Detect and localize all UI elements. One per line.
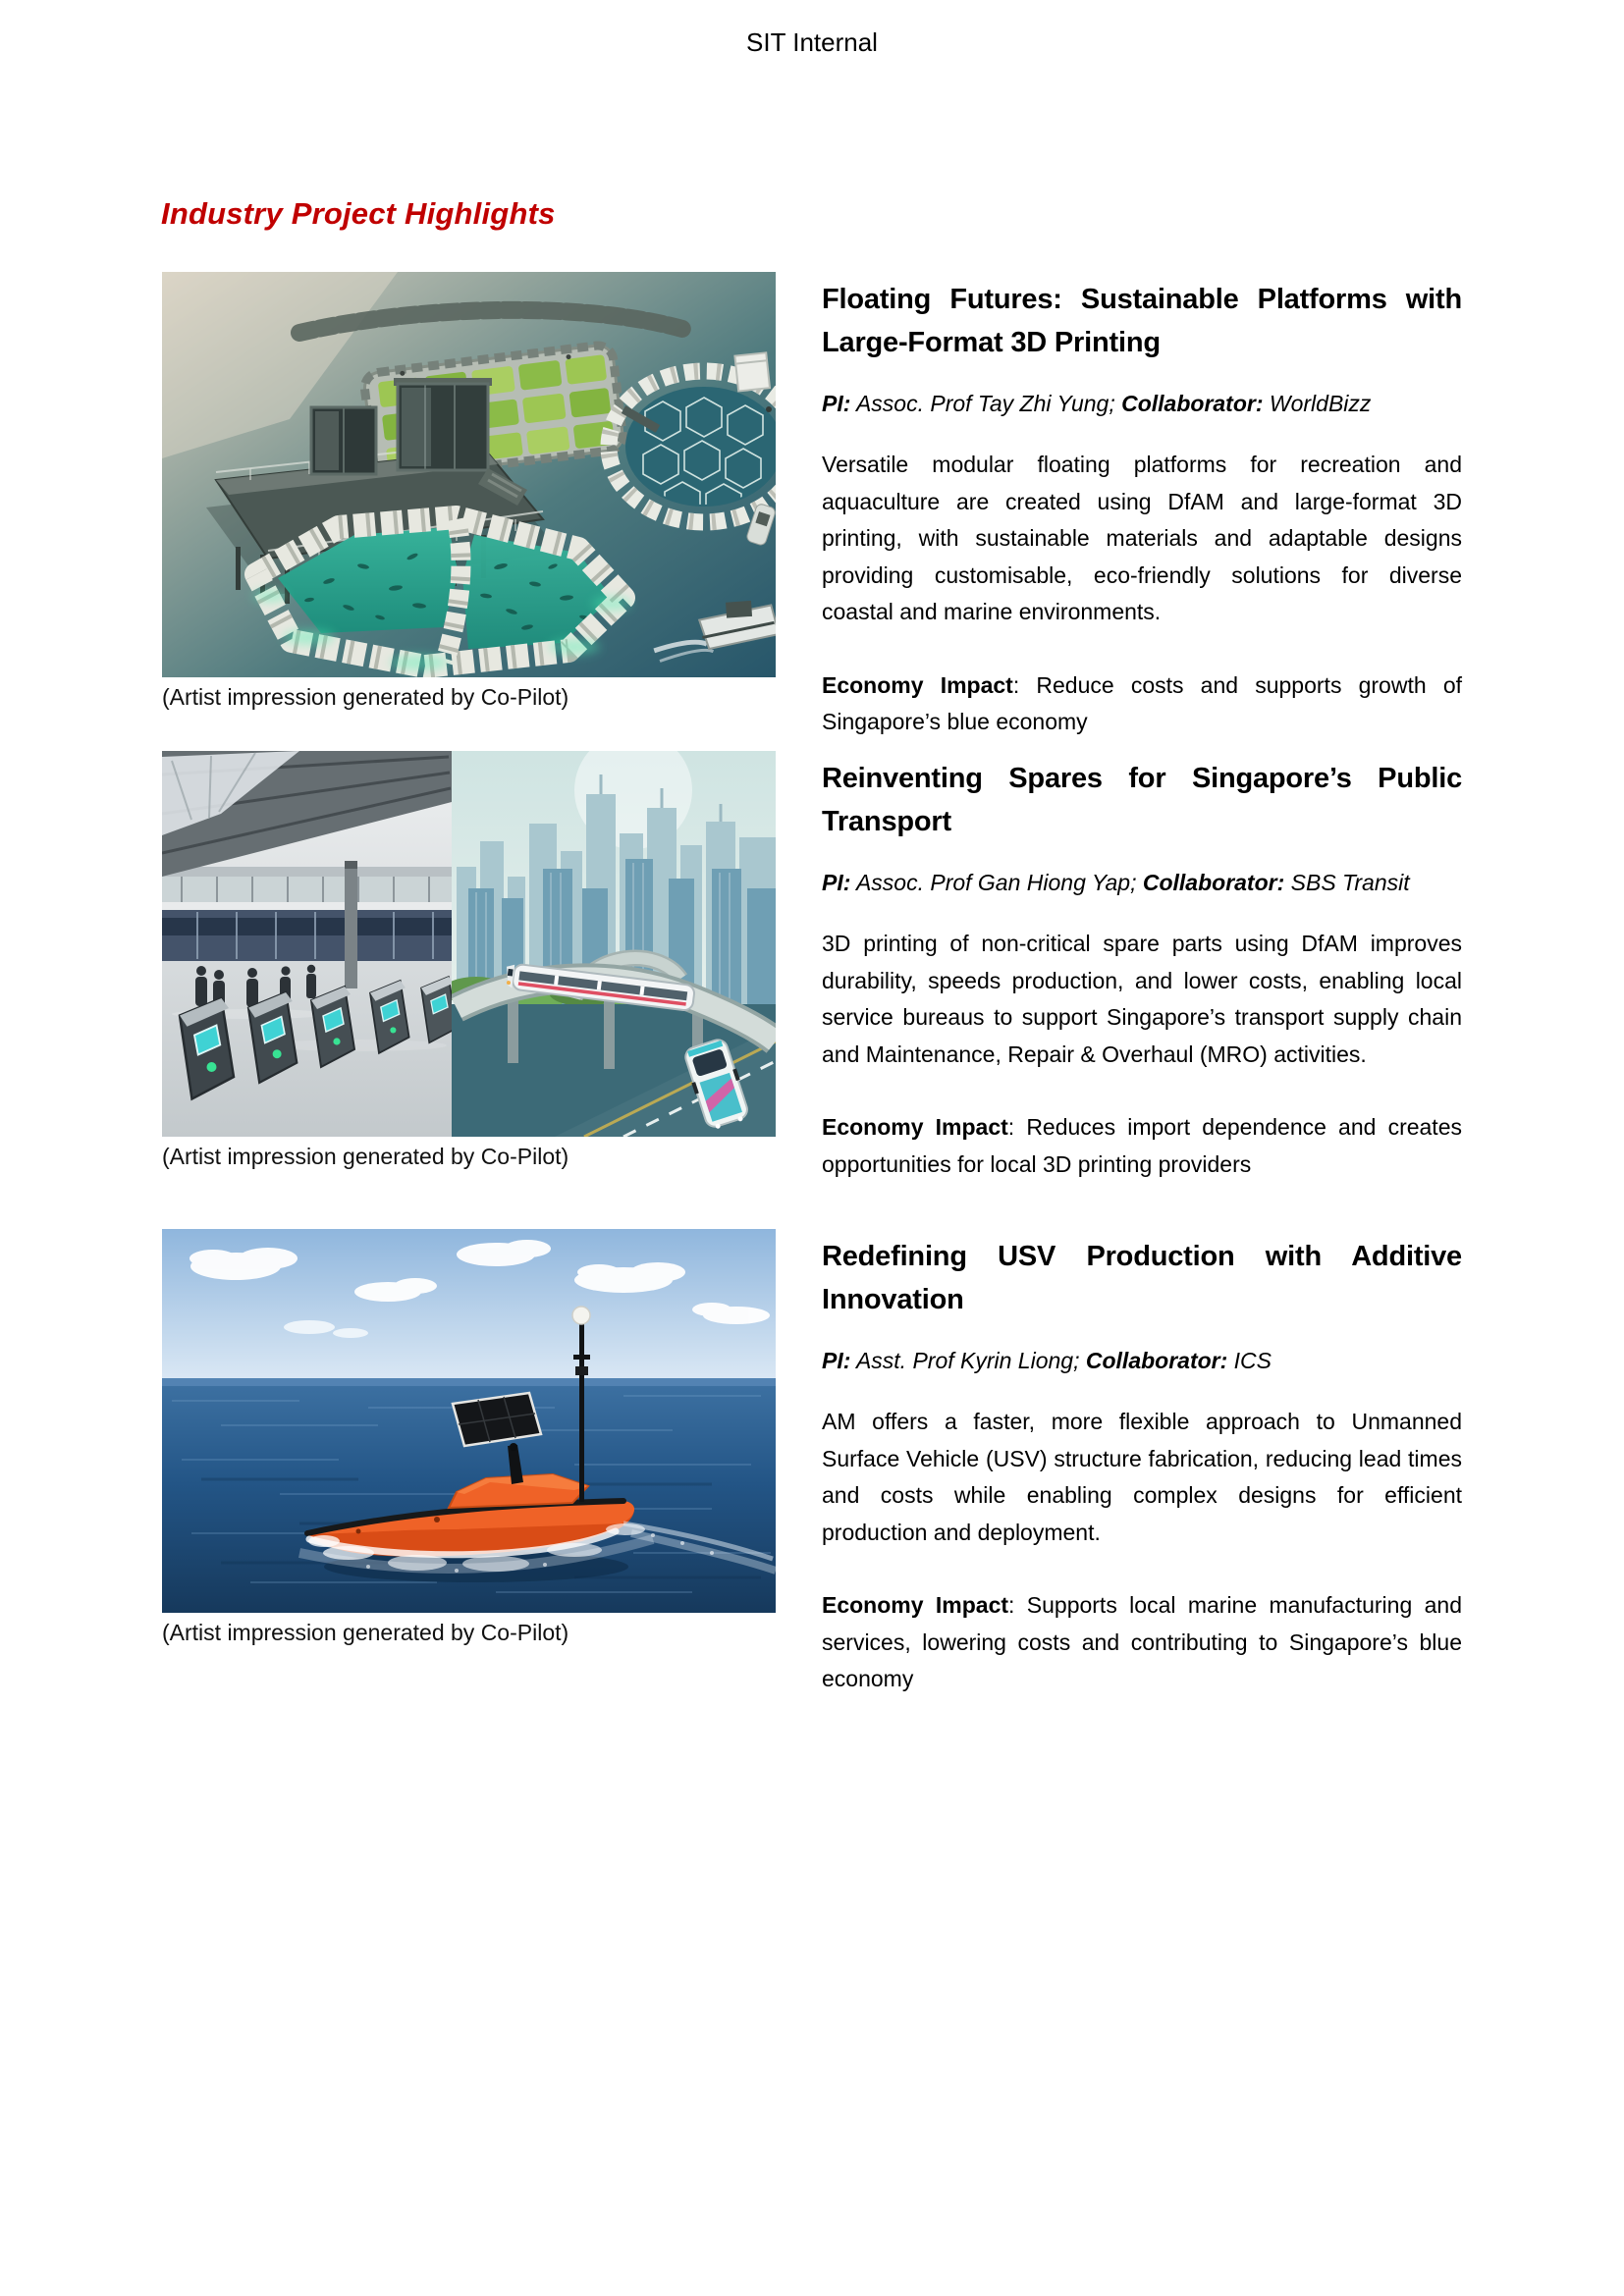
- project-text: [822, 278, 1462, 741]
- pi-label: PI:: [822, 1348, 851, 1373]
- pi-name: Asst. Prof Kyrin Liong;: [855, 1348, 1080, 1373]
- economy-impact-text: : Supports local marine manufacturing and services, lowering costs and contributing to Singapore’s blue economy: [822, 1592, 1462, 1691]
- gps-dome: [572, 1307, 590, 1324]
- classification-header: SIT Internal: [746, 27, 878, 57]
- floating-platforms-image: [162, 272, 776, 677]
- project-figure: [162, 751, 776, 1170]
- image-caption: (Artist impression generated by Co-Pilot): [162, 1144, 569, 1169]
- economy-impact-text: : Reduces import dependence and creates opportunities for local 3D printing providers: [822, 1114, 1462, 1177]
- project-figure: [162, 272, 776, 711]
- collaborator-label: Collaborator:: [1142, 870, 1285, 895]
- collaborator-name: SBS Transit: [1290, 870, 1410, 895]
- economy-impact-label: Economy Impact: [822, 1114, 1008, 1140]
- pi-name: Assoc. Prof Tay Zhi Yung;: [855, 391, 1115, 416]
- fish-pens: [252, 517, 631, 670]
- project-title: Floating Futures: Sustainable Platforms with Large-Format 3D Printing: [822, 284, 1462, 358]
- economy-impact-label: Economy Impact: [822, 671, 1013, 698]
- image-caption: (Artist impression generated by Co-Pilot): [162, 1620, 569, 1645]
- economy-impact-text: : Reduce costs and supports growth of Singapore’s blue economy: [822, 671, 1462, 734]
- section-title: Industry Project Highlights: [161, 196, 556, 231]
- project-text: [822, 757, 1462, 1183]
- mast: [579, 1319, 584, 1502]
- station-interior: [162, 751, 457, 1137]
- image-caption: (Artist impression generated by Co-Pilot): [162, 684, 569, 710]
- project-description: Versatile modular floating platforms for recreation and aquaculture are created using DfAM and large-format 3D printing, with sustainable materials and adaptable designs providing customisable, eco-friendly solutions for diverse coastal and marine environments.: [822, 452, 1462, 624]
- project-title: Redefining USV Production with Additive Innovation: [822, 1241, 1462, 1315]
- collaborator-name: WorldBizz: [1269, 391, 1372, 416]
- project-figure: [162, 1229, 776, 1646]
- economy-impact-label: Economy Impact: [822, 1592, 1009, 1618]
- pi-line: [822, 1347, 1462, 1374]
- usv-boat-image: [162, 1229, 776, 1613]
- pi-label: PI:: [822, 870, 851, 895]
- economy-impact: [822, 1109, 1462, 1183]
- city-skyline: [443, 751, 776, 1137]
- project-description: AM offers a faster, more flexible approach to Unmanned Surface Vehicle (USV) structure fabrication, reducing lead times and costs while enabling complex designs for efficient production and deployment.: [822, 1409, 1462, 1545]
- pi-line: [822, 869, 1462, 896]
- transport-collage-image: [162, 751, 776, 1137]
- pi-line: [822, 390, 1462, 417]
- project-title: Reinventing Spares for Singapore’s Public Transport: [822, 763, 1462, 837]
- economy-impact: [822, 667, 1462, 741]
- project-text: [822, 1235, 1462, 1698]
- economy-impact: [822, 1587, 1462, 1698]
- pi-label: PI:: [822, 391, 851, 416]
- collaborator-name: ICS: [1233, 1348, 1272, 1373]
- pi-name: Assoc. Prof Gan Hiong Yap;: [855, 870, 1137, 895]
- collaborator-label: Collaborator:: [1085, 1348, 1228, 1373]
- project-description: 3D printing of non-critical spare parts using DfAM improves durability, speeds production, and lower costs, enabling local service bureaus to support Singapore’s transport supply chain and Maintenance, Repair & Overhaul (MRO) activities.: [822, 931, 1462, 1067]
- collaborator-label: Collaborator:: [1121, 391, 1264, 416]
